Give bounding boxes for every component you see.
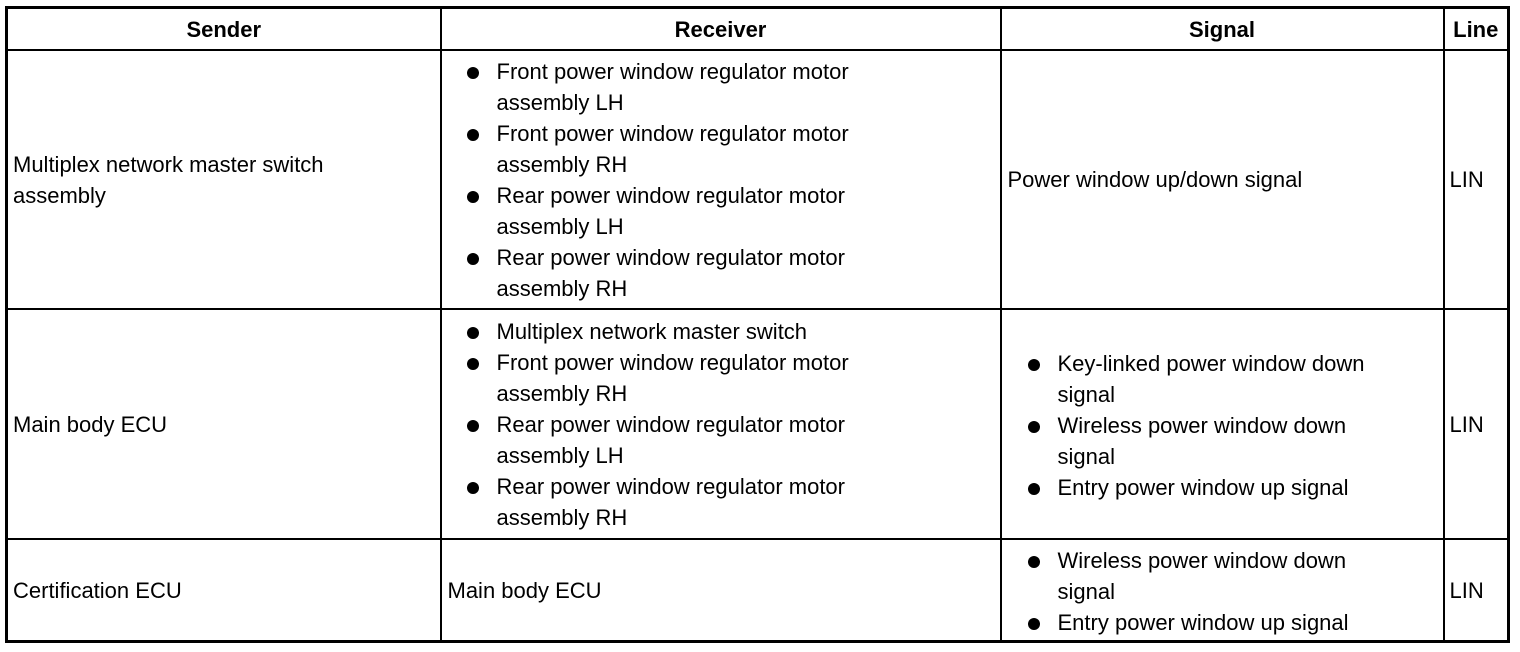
signal-cell <box>1001 539 1444 642</box>
list-item <box>467 242 1000 304</box>
line-cell: LIN <box>1444 50 1509 309</box>
bullet-icon <box>1028 359 1040 371</box>
sender-cell: Certification ECU <box>7 539 441 642</box>
list-item <box>467 118 1000 180</box>
list-item <box>467 347 1000 409</box>
list-item <box>1028 348 1443 410</box>
receiver-item-text: Rear power window regulator motor assembly RH <box>496 244 845 301</box>
receiver-item-text: Front power window regulator motor assembly LH <box>496 58 849 115</box>
bullet-icon <box>467 420 479 432</box>
bullet-icon <box>467 358 479 370</box>
signal-item-text: Wireless power window down signal <box>1057 548 1347 604</box>
bullet-icon <box>467 253 479 265</box>
bullet-icon <box>467 191 479 203</box>
receiver-item-text: Rear power window regulator motor assembly RH <box>496 473 845 530</box>
signal-item-text: Entry power window up signal <box>1057 475 1349 500</box>
signal-item-text: Key-linked power window down signal <box>1057 351 1365 407</box>
list-item <box>1028 410 1443 472</box>
receiver-item-text: Front power window regulator motor assembly RH <box>496 349 849 406</box>
receiver-item-text: Multiplex network master switch <box>496 318 808 344</box>
sender-cell: Multiplex network master switch assembly <box>7 50 441 309</box>
signal-list <box>1007 345 1443 503</box>
bullet-icon <box>1028 483 1040 495</box>
list-item <box>1028 472 1443 503</box>
bullet-icon <box>467 482 479 494</box>
bullet-icon <box>1028 618 1040 630</box>
header-row <box>7 8 1509 51</box>
signal-item-text: Entry power window up signal <box>1057 610 1349 635</box>
list-item <box>467 409 1000 471</box>
table-row <box>7 50 1509 309</box>
bullet-icon <box>467 67 479 79</box>
signal-list <box>1007 542 1443 638</box>
receiver-cell: Main body ECU <box>441 539 1001 642</box>
signal-item-text: Wireless power window down signal <box>1057 413 1347 469</box>
receiver-item-text: Rear power window regulator motor assembly LH <box>496 182 845 239</box>
list-item <box>1028 545 1443 607</box>
signal-cell <box>1001 309 1444 539</box>
list-item <box>467 471 1000 533</box>
header-line: Line <box>1444 8 1509 51</box>
table-row <box>7 309 1509 539</box>
header-sender: Sender <box>7 8 441 51</box>
line-cell: LIN <box>1444 309 1509 539</box>
line-cell: LIN <box>1444 539 1509 642</box>
receiver-item-text: Front power window regulator motor assembly RH <box>496 120 849 177</box>
receiver-cell <box>441 50 1001 309</box>
table-row <box>7 539 1509 642</box>
signal-cell: Power window up/down signal <box>1001 50 1444 309</box>
bullet-icon <box>467 327 479 339</box>
list-item <box>467 316 1000 347</box>
bullet-icon <box>1028 556 1040 568</box>
list-item <box>467 56 1000 118</box>
receiver-item-text: Rear power window regulator motor assembly LH <box>496 411 845 468</box>
receiver-list <box>447 56 1000 304</box>
receiver-list <box>447 316 1000 533</box>
bullet-icon <box>1028 421 1040 433</box>
header-receiver: Receiver <box>441 8 1001 51</box>
bullet-icon <box>467 129 479 141</box>
header-signal: Signal <box>1001 8 1444 51</box>
sender-cell: Main body ECU <box>7 309 441 539</box>
communication-table <box>5 6 1510 643</box>
list-item <box>467 180 1000 242</box>
list-item <box>1028 607 1443 638</box>
receiver-cell <box>441 309 1001 539</box>
